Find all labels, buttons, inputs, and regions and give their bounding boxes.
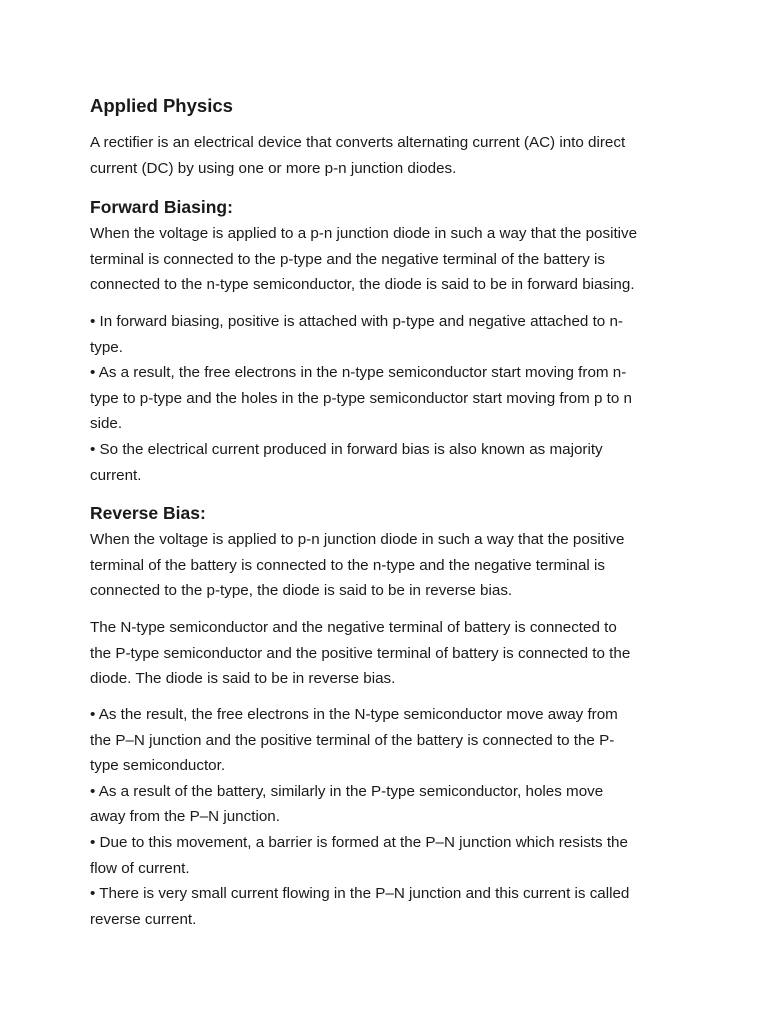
text-line: connected to the n-type semiconductor, the diode is said to be in forward biasing.: [90, 276, 635, 294]
reverse-bullets: [90, 702, 690, 932]
bullet-line: • As a result of the battery, similarly in the P-type semiconductor, holes move: [90, 782, 604, 800]
document-title: Applied Physics: [90, 95, 233, 116]
bullet-line: type to p-type and the holes in the p-type semiconductor start moving from p to n: [90, 389, 632, 407]
text-line: terminal is connected to the p-type and the negative terminal of the battery is: [90, 250, 605, 268]
reverse-definition-paragraph: [90, 527, 690, 604]
forward-definition-paragraph: [90, 221, 690, 298]
bullet-line: away from the P–N junction.: [90, 808, 280, 826]
bullet-line: reverse current.: [90, 910, 197, 928]
bullet-line: flow of current.: [90, 859, 190, 877]
text-line: When the voltage is applied to p-n junction diode in such a way that the positive: [90, 531, 625, 548]
bullet-line: • Due to this movement, a barrier is formed at the P–N junction which resists the: [90, 833, 628, 851]
bullet-line: type semiconductor.: [90, 757, 226, 775]
bullet-line: the P–N junction and the positive terminal of the battery is connected to the P-: [90, 731, 615, 749]
text-line: A rectifier is an electrical device that converts alternating current (AC) into direct: [90, 134, 626, 151]
text-line: connected to the p-type, the diode is said to be in reverse bias.: [90, 582, 513, 600]
bullet-line: current.: [90, 466, 142, 484]
text-line: The N-type semiconductor and the negative terminal of battery is connected to: [90, 619, 617, 636]
intro-paragraph: [90, 130, 690, 181]
forward-bullets: [90, 309, 690, 488]
bullet-line: • So the electrical current produced in forward bias is also known as majority: [90, 440, 603, 458]
forward-biasing-heading: Forward Biasing:: [90, 197, 233, 217]
bullet-line: • As the result, the free electrons in the N-type semiconductor move away from: [90, 706, 618, 723]
bullet-line: type.: [90, 338, 123, 356]
bullet-line: • In forward biasing, positive is attached with p-type and negative attached to n-: [90, 313, 623, 330]
reverse-explanation-paragraph: [90, 615, 690, 692]
text-line: diode. The diode is said to be in reverse bias.: [90, 670, 396, 688]
text-line: the P-type semiconductor and the positive terminal of battery is connected to the: [90, 644, 631, 662]
reverse-bias-heading: Reverse Bias:: [90, 503, 206, 523]
bullet-line: side.: [90, 415, 123, 433]
text-line: terminal of the battery is connected to the n-type and the negative terminal is: [90, 556, 605, 574]
text-line: When the voltage is applied to a p-n junction diode in such a way that the positive: [90, 225, 638, 242]
text-line: current (DC) by using one or more p-n junction diodes.: [90, 159, 457, 177]
bullet-line: • As a result, the free electrons in the n-type semiconductor start moving from n-: [90, 364, 627, 382]
bullet-line: • There is very small current flowing in the P–N junction and this current is called: [90, 885, 630, 903]
